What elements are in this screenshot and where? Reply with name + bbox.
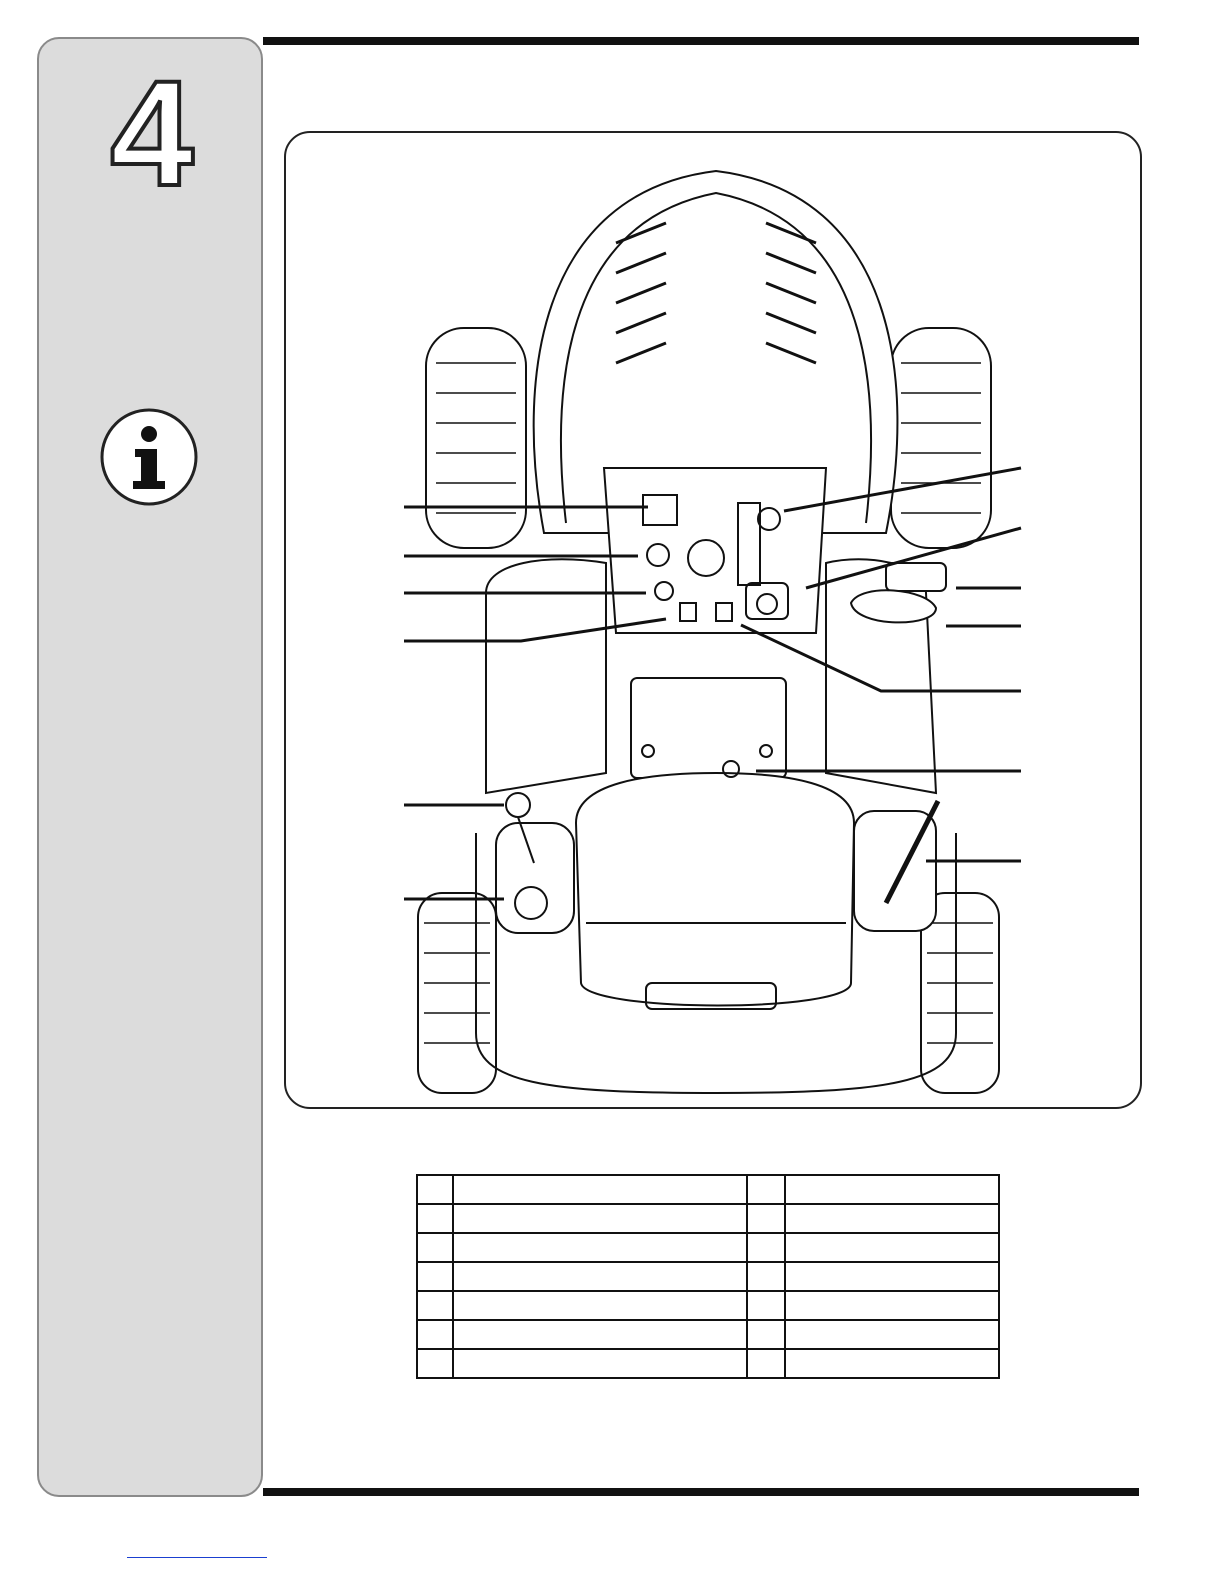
- callout-left-4: [382, 631, 392, 645]
- part-description-left: [453, 1175, 747, 1204]
- part-description-left: [453, 1204, 747, 1233]
- right-control-pod: [854, 801, 938, 931]
- callout-left-6: [382, 889, 392, 903]
- part-description-right: [785, 1349, 999, 1378]
- callout-right-7: [1028, 851, 1038, 865]
- callout-left-2: [382, 546, 392, 560]
- part-description-left: [453, 1291, 747, 1320]
- table-row: [417, 1291, 999, 1320]
- callout-right-5: [1028, 681, 1038, 695]
- part-description-right: [785, 1291, 999, 1320]
- part-number-right: [747, 1349, 785, 1378]
- table-row: [417, 1349, 999, 1378]
- part-description-right: [785, 1175, 999, 1204]
- callout-left-1: [382, 497, 392, 511]
- rear-left-tire: [418, 893, 496, 1093]
- callout-left-3: [382, 583, 392, 597]
- seat: [576, 773, 854, 1009]
- callout-right-3: [1028, 578, 1038, 592]
- parts-table: [416, 1174, 1000, 1379]
- part-number-right: [747, 1175, 785, 1204]
- table-row: [417, 1262, 999, 1291]
- callout-left-5: [382, 795, 392, 809]
- part-number-right: [747, 1320, 785, 1349]
- table-row: [417, 1175, 999, 1204]
- callout-right-1: [1028, 458, 1038, 472]
- callout-right-2: [1028, 518, 1038, 532]
- part-description-left: [453, 1349, 747, 1378]
- part-number-right: [747, 1262, 785, 1291]
- figure-frame: [284, 131, 1142, 1109]
- chapter-sidebar: [37, 37, 263, 1497]
- part-number-left: [417, 1175, 453, 1204]
- part-description-right: [785, 1262, 999, 1291]
- dash-panel: [604, 468, 826, 633]
- front-right-tire: [891, 328, 991, 548]
- part-description-left: [453, 1233, 747, 1262]
- info-icon: [99, 407, 199, 507]
- part-description-right: [785, 1233, 999, 1262]
- left-control-pod: [496, 793, 574, 933]
- part-number-left: [417, 1204, 453, 1233]
- callout-right-6: [1028, 761, 1038, 775]
- table-row: [417, 1320, 999, 1349]
- table-row: [417, 1233, 999, 1262]
- bottom-rule: [263, 1488, 1139, 1496]
- front-left-tire: [426, 328, 526, 548]
- part-description-left: [453, 1320, 747, 1349]
- chapter-number: [107, 67, 197, 197]
- top-rule: [263, 37, 1139, 45]
- mower-controls-illustration: [286, 133, 1142, 1109]
- part-number-right: [747, 1233, 785, 1262]
- chapter-number-text: 4: [110, 67, 194, 197]
- part-description-left: [453, 1262, 747, 1291]
- part-number-left: [417, 1233, 453, 1262]
- table-row: [417, 1204, 999, 1233]
- part-number-right: [747, 1291, 785, 1320]
- part-number-left: [417, 1291, 453, 1320]
- part-number-left: [417, 1320, 453, 1349]
- part-number-left: [417, 1262, 453, 1291]
- callout-right-4: [1028, 616, 1038, 630]
- part-number-right: [747, 1204, 785, 1233]
- part-description-right: [785, 1204, 999, 1233]
- part-description-right: [785, 1320, 999, 1349]
- footer-link[interactable]: [127, 1557, 267, 1558]
- part-number-left: [417, 1349, 453, 1378]
